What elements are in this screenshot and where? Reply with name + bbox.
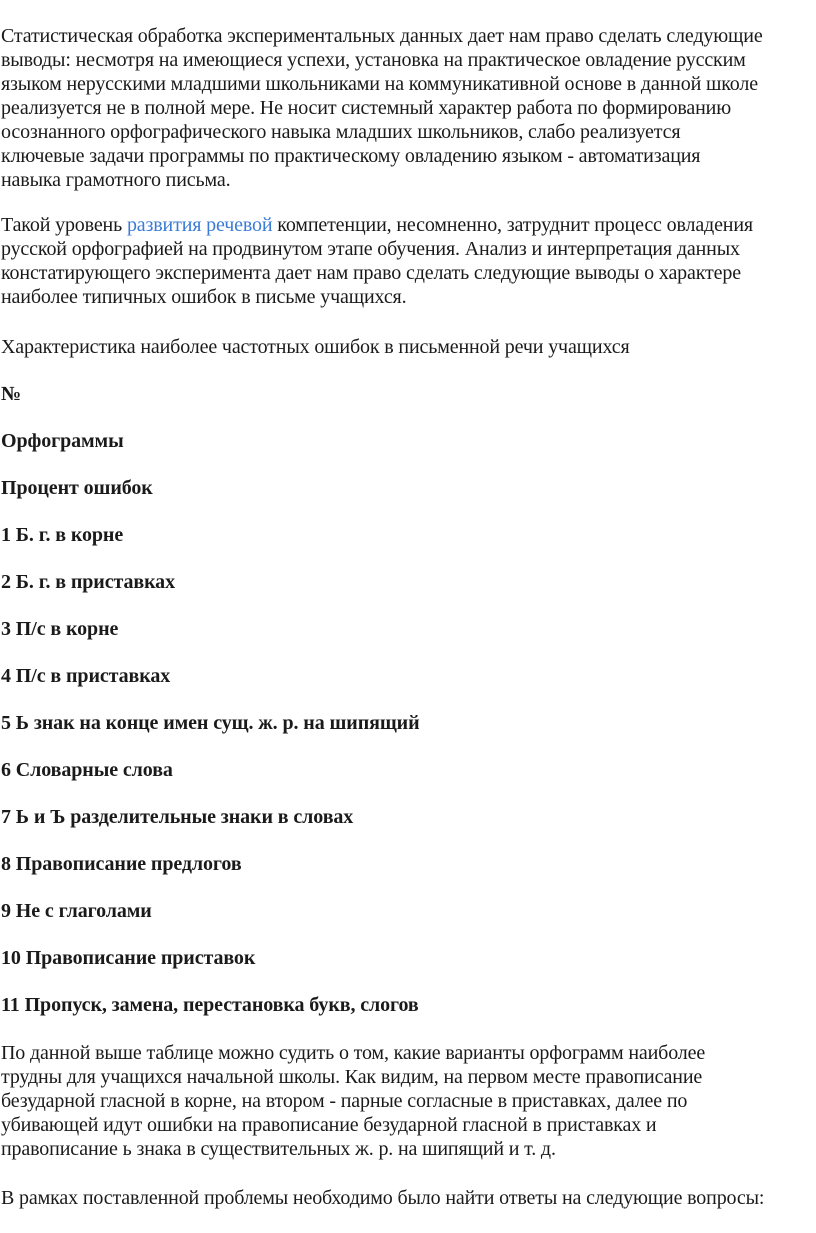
table-row: 11 Пропуск, замена, перестановка букв, слогов bbox=[1, 994, 419, 1016]
text-line: языком нерусскими младшими школьниками на коммуникативной основе в данной школе bbox=[1, 73, 758, 95]
table-row: 4 П/с в приставках bbox=[1, 665, 171, 687]
second-paragraph bbox=[1, 213, 814, 309]
text-fragment: Такой уровень bbox=[1, 214, 127, 236]
text-line: выводы: несмотря на имеющиеся успехи, установка на практическое овладение русским bbox=[1, 49, 746, 71]
speech-development-link[interactable]: развития речевой bbox=[126, 214, 273, 236]
conclusion-paragraph bbox=[1, 1041, 814, 1161]
table-row: 9 Не с глаголами bbox=[1, 900, 152, 922]
text-line: констатирующего эксперимента дает нам право сделать следующие выводы о характере bbox=[1, 262, 741, 284]
table-row: 10 Правописание приставок bbox=[1, 947, 256, 969]
table-row: 5 Ь знак на конце имен сущ. ж. р. на шипящий bbox=[1, 712, 420, 734]
table-row: 7 Ь и Ъ разделительные знаки в словах bbox=[1, 806, 354, 828]
intro-paragraph bbox=[1, 24, 814, 192]
questions-intro-paragraph bbox=[1, 1186, 814, 1210]
table-row: 6 Словарные слова bbox=[1, 759, 173, 781]
text-line: Статистическая обработка экспериментальных данных дает нам право сделать следующие bbox=[1, 25, 763, 47]
table-row: 3 П/с в корне bbox=[1, 618, 119, 640]
caption-text: Характеристика наиболее частотных ошибок в письменной речи учащихся bbox=[1, 336, 630, 358]
text-line: реализуется не в полной мере. Не носит системный характер работа по формированию bbox=[1, 97, 732, 119]
table-header-number: № bbox=[1, 383, 21, 405]
text-line: трудны для учащихся начальной школы. Как видим, на первом месте правописание bbox=[1, 1066, 703, 1088]
text-line: безударной гласной в корне, на втором - парные согласные в приставках, далее по bbox=[1, 1090, 688, 1112]
table-header-orthogram: Орфограммы bbox=[1, 430, 124, 452]
text-line: навыка грамотного письма. bbox=[1, 169, 231, 191]
text-line: осознанного орфографического навыка младших школьников, слабо реализуется bbox=[1, 121, 681, 143]
text-line: правописание ь знака в существительных ж. р. на шипящий и т. д. bbox=[1, 1138, 556, 1160]
table-row: 1 Б. г. в корне bbox=[1, 524, 124, 546]
table-row: 8 Правописание предлогов bbox=[1, 853, 242, 875]
text-line: По данной выше таблице можно судить о том, какие варианты орфограмм наиболее bbox=[1, 1042, 706, 1064]
text-fragment: компетенции, несомненно, затруднит процесс овладения bbox=[272, 214, 753, 236]
text-line: В рамках поставленной проблемы необходимо было найти ответы на следующие вопросы: bbox=[1, 1187, 765, 1209]
table-caption bbox=[1, 335, 814, 359]
text-line: наиболее типичных ошибок в письме учащихся. bbox=[1, 286, 407, 308]
text-line: русской орфографией на продвинутом этапе обучения. Анализ и интерпретация данных bbox=[1, 238, 740, 260]
text-line bbox=[1, 213, 814, 237]
text-line: ключевые задачи программы по практическому овладению языком - автоматизация bbox=[1, 145, 701, 167]
table-row: 2 Б. г. в приставках bbox=[1, 571, 175, 593]
text-line: убивающей идут ошибки на правописание безударной гласной в приставках и bbox=[1, 1114, 657, 1136]
table-header-percent: Процент ошибок bbox=[1, 477, 153, 499]
